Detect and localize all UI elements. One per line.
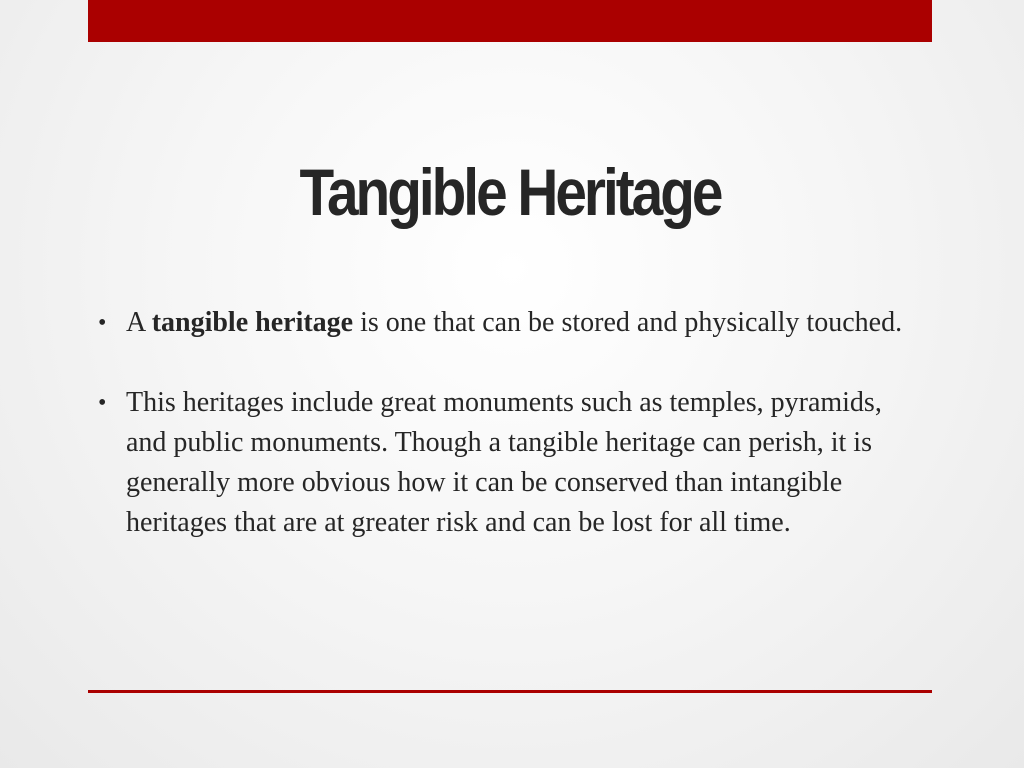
top-accent-bar [88, 0, 932, 42]
bullet-text-rest: is one that can be stored and physically touched. [353, 307, 903, 338]
bullet-icon: • [98, 310, 107, 336]
bullet-text: This heritages include great monuments such as temples, pyramids, and public monuments. Though a tangible heritage can perish, it is generally more obvious how it can be conserved than intangible heritages that are at greater risk and can be lost for all time. [126, 387, 882, 538]
bullet-icon: • [98, 390, 107, 416]
slide-title: Tangible Heritage [299, 155, 721, 229]
bottom-divider [88, 690, 932, 693]
bullet-text-lead: A [126, 307, 152, 338]
bullet-item [98, 303, 908, 343]
bullet-term: tangible heritage [151, 307, 354, 338]
bullet-item [98, 383, 908, 543]
slide-content [98, 303, 908, 543]
